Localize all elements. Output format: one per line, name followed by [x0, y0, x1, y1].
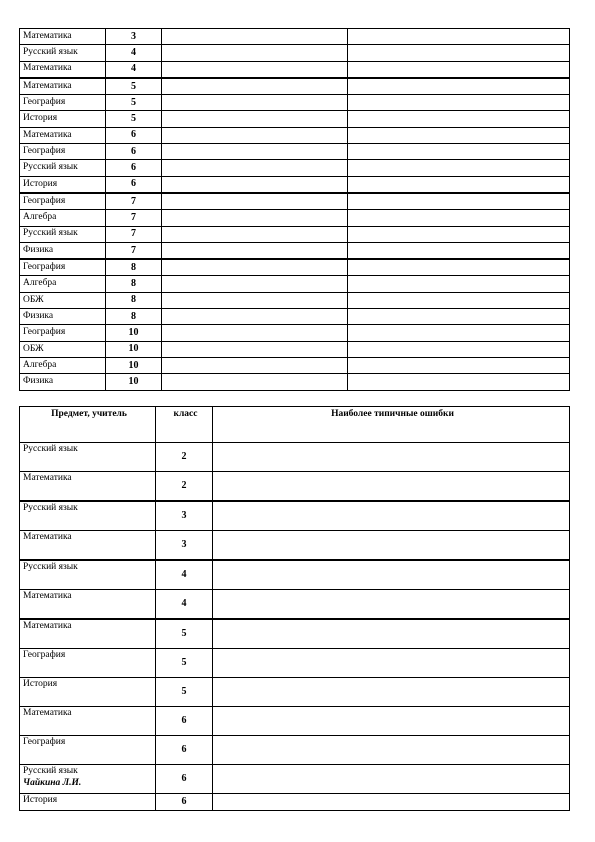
table-row	[20, 443, 570, 472]
subject-cell: Физика	[20, 242, 106, 259]
table-row	[20, 127, 570, 143]
grade-cell: 10	[106, 325, 162, 341]
typical-errors-cell	[213, 649, 570, 678]
empty-cell	[162, 210, 348, 226]
subject-label: Математика	[23, 591, 72, 601]
table-row	[20, 45, 570, 61]
grade-cell: 7	[106, 242, 162, 259]
table-row	[20, 619, 570, 649]
grade-cell: 6	[106, 160, 162, 176]
empty-cell	[162, 259, 348, 276]
table-row	[20, 707, 570, 736]
grade-cell: 8	[106, 276, 162, 292]
subject-label: География	[23, 650, 66, 660]
subject-teacher-cell	[20, 736, 156, 765]
subject-teacher-cell	[20, 765, 156, 794]
empty-cell	[348, 242, 570, 259]
table-row	[20, 78, 570, 95]
typical-errors-cell	[213, 531, 570, 561]
empty-cell	[348, 95, 570, 111]
table-row	[20, 176, 570, 193]
grade-cell: 10	[106, 374, 162, 390]
subject-teacher-cell	[20, 707, 156, 736]
subject-cell: География	[20, 325, 106, 341]
table-row	[20, 292, 570, 308]
empty-cell	[162, 309, 348, 325]
typical-errors-cell	[213, 590, 570, 620]
empty-cell	[162, 61, 348, 78]
subject-teacher-cell	[20, 531, 156, 561]
subject-cell: География	[20, 193, 106, 210]
empty-cell	[348, 309, 570, 325]
subject-teacher-cell	[20, 472, 156, 502]
table-row	[20, 111, 570, 127]
header-grade: класс	[156, 407, 213, 443]
table-row	[20, 160, 570, 176]
grade-cell: 4	[106, 45, 162, 61]
table-row	[20, 590, 570, 620]
grade-cell: 3	[156, 531, 213, 561]
table-row	[20, 794, 570, 811]
grade-cell: 6	[156, 707, 213, 736]
table-row	[20, 193, 570, 210]
subject-cell: Физика	[20, 309, 106, 325]
empty-cell	[162, 226, 348, 242]
empty-cell	[348, 226, 570, 242]
grade-cell: 5	[156, 649, 213, 678]
empty-cell	[162, 176, 348, 193]
subject-label: История	[23, 679, 58, 689]
table-row	[20, 95, 570, 111]
subject-teacher-cell	[20, 560, 156, 590]
subject-cell: География	[20, 259, 106, 276]
empty-cell	[348, 193, 570, 210]
table-row	[20, 144, 570, 160]
subject-cell: География	[20, 95, 106, 111]
table-row	[20, 325, 570, 341]
subject-cell: История	[20, 111, 106, 127]
subject-teacher-cell	[20, 590, 156, 620]
grade-cell: 4	[156, 590, 213, 620]
empty-cell	[348, 276, 570, 292]
subject-cell: Математика	[20, 61, 106, 78]
typical-errors-cell	[213, 794, 570, 811]
subject-cell: Алгебра	[20, 276, 106, 292]
empty-cell	[162, 242, 348, 259]
typical-errors-table-body	[20, 443, 570, 811]
empty-cell	[348, 325, 570, 341]
subject-label: Русский язык	[23, 503, 78, 513]
subject-teacher-cell	[20, 794, 156, 811]
subject-teacher-cell	[20, 443, 156, 472]
subject-label: История	[23, 795, 58, 805]
grade-cell: 5	[156, 619, 213, 649]
grade-cell: 6	[156, 736, 213, 765]
table-row	[20, 61, 570, 78]
subject-cell: География	[20, 144, 106, 160]
table-row	[20, 560, 570, 590]
empty-cell	[162, 341, 348, 357]
table-row	[20, 226, 570, 242]
subject-teacher-cell	[20, 649, 156, 678]
table-row	[20, 649, 570, 678]
empty-cell	[162, 325, 348, 341]
table-row	[20, 357, 570, 373]
empty-cell	[348, 210, 570, 226]
empty-cell	[162, 95, 348, 111]
subject-cell: Русский язык	[20, 160, 106, 176]
typical-errors-table	[19, 406, 570, 811]
empty-cell	[162, 193, 348, 210]
grade-cell: 8	[106, 259, 162, 276]
grade-cell: 8	[106, 309, 162, 325]
empty-cell	[162, 292, 348, 308]
grade-cell: 8	[106, 292, 162, 308]
table-row	[20, 259, 570, 276]
table-row	[20, 736, 570, 765]
grades-table-top-body	[20, 29, 570, 391]
table-row	[20, 531, 570, 561]
grade-cell: 4	[156, 560, 213, 590]
grade-cell: 6	[106, 176, 162, 193]
grade-cell: 5	[106, 95, 162, 111]
empty-cell	[348, 78, 570, 95]
empty-cell	[348, 374, 570, 390]
subject-label: География	[23, 737, 66, 747]
grade-cell: 3	[106, 29, 162, 45]
empty-cell	[348, 341, 570, 357]
grade-cell: 7	[106, 193, 162, 210]
empty-cell	[162, 357, 348, 373]
table-row	[20, 242, 570, 259]
empty-cell	[348, 45, 570, 61]
empty-cell	[162, 374, 348, 390]
grade-cell: 6	[106, 127, 162, 143]
grade-cell: 5	[156, 678, 213, 707]
table-row	[20, 341, 570, 357]
table-row	[20, 678, 570, 707]
table-row	[20, 210, 570, 226]
table-row	[20, 765, 570, 794]
typical-errors-cell	[213, 736, 570, 765]
grade-cell: 10	[106, 357, 162, 373]
table-row	[20, 276, 570, 292]
grade-cell: 3	[156, 501, 213, 531]
subject-cell: Алгебра	[20, 357, 106, 373]
subject-cell: Математика	[20, 29, 106, 45]
grade-cell: 7	[106, 210, 162, 226]
empty-cell	[162, 276, 348, 292]
subject-label: Русский язык	[23, 444, 78, 454]
subject-cell: История	[20, 176, 106, 193]
subject-cell: ОБЖ	[20, 341, 106, 357]
subject-label: Математика	[23, 708, 72, 718]
grade-cell: 4	[106, 61, 162, 78]
grade-cell: 7	[106, 226, 162, 242]
subject-cell: Русский язык	[20, 45, 106, 61]
table-row	[20, 309, 570, 325]
subject-label: Русский язык	[23, 766, 78, 776]
subject-label: Математика	[23, 621, 72, 631]
subject-label: Русский язык	[23, 562, 78, 572]
empty-cell	[348, 61, 570, 78]
table-row	[20, 472, 570, 502]
table-row	[20, 374, 570, 390]
empty-cell	[348, 144, 570, 160]
typical-errors-cell	[213, 678, 570, 707]
subject-cell: Математика	[20, 78, 106, 95]
empty-cell	[162, 29, 348, 45]
subject-cell: ОБЖ	[20, 292, 106, 308]
subject-label: Математика	[23, 532, 72, 542]
table-row	[20, 501, 570, 531]
grade-cell: 5	[106, 111, 162, 127]
header-subject-teacher: Предмет, учитель	[20, 407, 156, 443]
grade-cell: 5	[106, 78, 162, 95]
subject-cell: Физика	[20, 374, 106, 390]
typical-errors-cell	[213, 443, 570, 472]
empty-cell	[162, 127, 348, 143]
subject-teacher-cell	[20, 501, 156, 531]
empty-cell	[348, 259, 570, 276]
header-typical-errors: Наиболее типичные ошибки	[213, 407, 570, 443]
empty-cell	[162, 160, 348, 176]
grade-cell: 6	[156, 765, 213, 794]
table-row	[20, 29, 570, 45]
typical-errors-cell	[213, 501, 570, 531]
empty-cell	[348, 357, 570, 373]
subject-teacher-cell	[20, 678, 156, 707]
typical-errors-cell	[213, 619, 570, 649]
grade-cell: 6	[106, 144, 162, 160]
grade-cell: 6	[156, 794, 213, 811]
empty-cell	[348, 111, 570, 127]
subject-cell: Математика	[20, 127, 106, 143]
typical-errors-cell	[213, 560, 570, 590]
typical-errors-cell	[213, 765, 570, 794]
empty-cell	[348, 292, 570, 308]
typical-errors-cell	[213, 472, 570, 502]
subject-cell: Алгебра	[20, 210, 106, 226]
teacher-name: Чайкина Л.И.	[23, 777, 82, 788]
subject-teacher-cell	[20, 619, 156, 649]
empty-cell	[348, 176, 570, 193]
subject-cell: Русский язык	[20, 226, 106, 242]
empty-cell	[162, 144, 348, 160]
empty-cell	[162, 45, 348, 61]
empty-cell	[162, 78, 348, 95]
grade-cell: 2	[156, 443, 213, 472]
subject-label: Математика	[23, 473, 72, 483]
empty-cell	[348, 160, 570, 176]
empty-cell	[162, 111, 348, 127]
typical-errors-cell	[213, 707, 570, 736]
grades-table-top	[19, 28, 570, 391]
empty-cell	[348, 127, 570, 143]
grade-cell: 2	[156, 472, 213, 502]
grade-cell: 10	[106, 341, 162, 357]
typical-errors-header-row	[20, 407, 570, 443]
empty-cell	[348, 29, 570, 45]
